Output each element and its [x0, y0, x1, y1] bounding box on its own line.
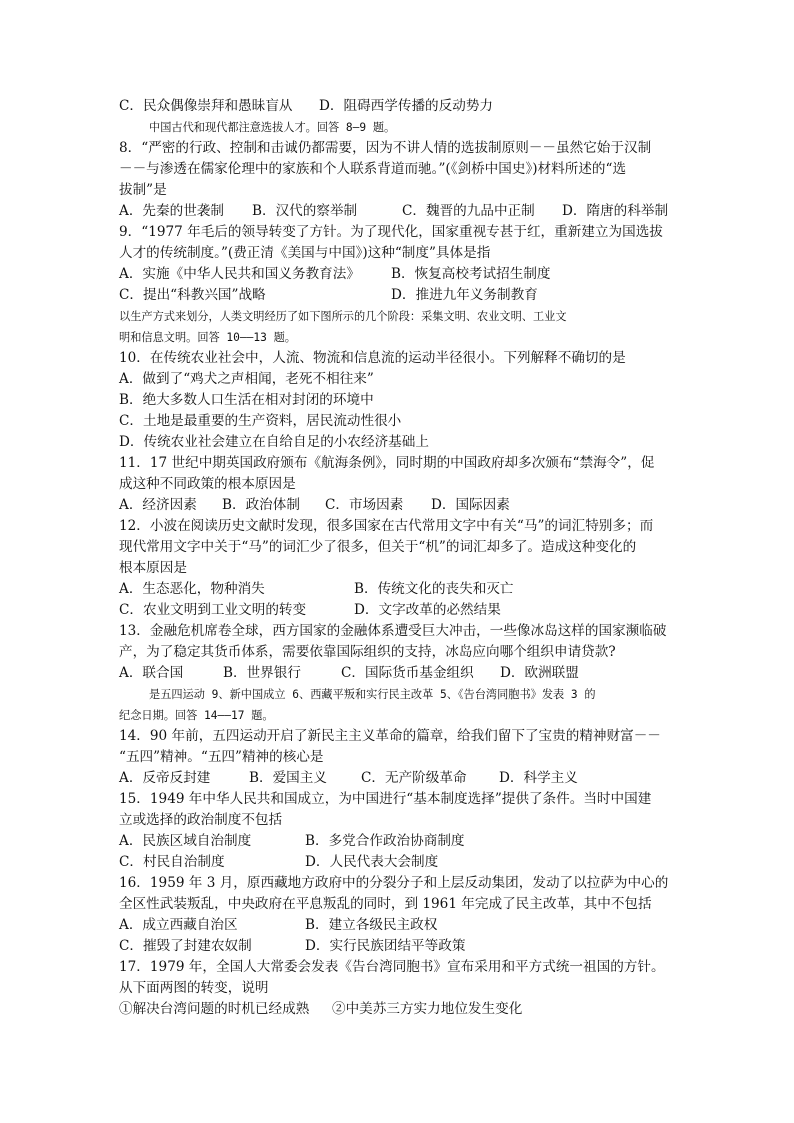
- question-text-line: 现代常用文字中关于“马”的词汇少了很多，但关于“机”的词汇却多了。造成这种变化的: [119, 539, 637, 555]
- answer-option: A．联合国: [119, 665, 184, 681]
- answer-options-line: [119, 201, 679, 222]
- answer-options-line: [119, 285, 679, 306]
- answer-options-line: [119, 768, 679, 789]
- answer-option: D．欧洲联盟: [500, 665, 579, 681]
- question-text-line: 12．小波在阅读历史文献时发现，很多国家在古代常用文字中有关“马”的词汇特别多；而: [119, 518, 654, 534]
- answer-options-line: [119, 999, 679, 1020]
- answer-option: C．农业文明到工业文明的转变: [119, 602, 307, 618]
- answer-option: C．摧毁了封建农奴制: [119, 938, 252, 954]
- answer-option: B．传统文化的丧失和灭亡: [354, 581, 514, 597]
- question-text-line: 根本原因是: [119, 560, 187, 576]
- question-text-line: 立或选择的政治制度不包括: [119, 812, 283, 828]
- answer-option: D．阻碍西学传播的反动势力: [319, 98, 494, 114]
- answer-options-line: [119, 495, 679, 516]
- question-text-line: 全区性武装叛乱，中央政府在平息叛乱的同时，到 1961 年完成了民主改革，其中不包括: [119, 896, 652, 912]
- answer-option: B．多党合作政治协商制度: [305, 833, 465, 849]
- question-text-line: 13．金融危机席卷全球，西方国家的金融体系遭受巨大冲击，一些像冰岛这样的国家濒临破: [119, 623, 667, 639]
- question-text-line: D．传统农业社会建立在自给自足的小农经济基础上: [119, 434, 429, 450]
- answer-options-line: [119, 915, 679, 936]
- question-text-line: “五四”精神。“五四”精神的核心是: [119, 749, 324, 765]
- question-text-line: 11．17 世纪中期英国政府颁布《航海条例》，同时期的中国政府却多次颁布“禁海令”，促: [119, 455, 655, 471]
- question-text-line: 从下面两图的转变，说明: [119, 980, 269, 996]
- question-text-line: 8．“严密的行政、控制和击诚仍都需要，因为不讲人情的选拔制原则－－虽然它始于汉制: [119, 140, 652, 156]
- answer-option: D．科学主义: [499, 770, 578, 786]
- answer-option: C．村民自治制度: [119, 854, 225, 870]
- section-intro-line: 明和信息文明。回答 10——13 题。: [119, 331, 296, 344]
- answer-options-line: [119, 936, 679, 957]
- answer-option: B．建立各级民主政权: [305, 917, 438, 933]
- answer-option: D．文字改革的必然结果: [354, 602, 501, 618]
- question-text-line: 10．在传统农业社会中，人流、物流和信息流的运动半径很小。下列解释不确切的是: [119, 350, 626, 366]
- section-intro-line: 以生产方式来划分，人类文明经历了如下图所示的几个阶段：采集文明、农业文明、工业文: [119, 310, 567, 323]
- answer-option: A．反帝反封建: [119, 770, 211, 786]
- question-text-line: 拔制”是: [119, 182, 167, 198]
- answer-option: C．市场因素: [325, 497, 404, 513]
- question-text-line: 产，为了稳定其货币体系，需要依靠国际组织的支持，冰岛应向哪个组织申请贷款?: [119, 644, 616, 660]
- answer-options-line: [119, 852, 679, 873]
- question-text-line: 16．1959 年 3 月，原西藏地方政府中的分裂分子和上层反动集团，发动了以拉萨为中心的: [119, 875, 669, 891]
- question-text-line: 成这种不同政策的根本原因是: [119, 476, 296, 492]
- answer-option: B．恢复高校考试招生制度: [391, 266, 551, 282]
- answer-option: C．民众偶像崇拜和愚昧盲从: [119, 98, 293, 114]
- question-text-line: B．绝大多数人口生活在相对封闭的环境中: [119, 392, 374, 408]
- answer-option: D．实行民族团结平等政策: [305, 938, 466, 954]
- answer-options-line: [119, 600, 679, 621]
- answer-options-line: [119, 579, 679, 600]
- question-text-line: 9．“1977 年毛后的领导转变了方针。为了现代化，国家重视专甚于红，重新建立为国选拔: [119, 224, 663, 240]
- answer-option: A．实施《中华人民共和国义务教育法》: [119, 266, 360, 282]
- answer-option: A．民族区域自治制度: [119, 833, 252, 849]
- section-intro-line: 纪念日期。回答 14——17 题。: [119, 709, 274, 722]
- answer-option: A．先秦的世袭制: [119, 203, 224, 219]
- question-text-line: －－与渗透在儒家伦理中的家族和个人联系背道而驰。”(《剑桥中国史》)材料所述的“选: [119, 161, 627, 177]
- section-intro-line: 中国古代和现代都注意选拔人才。回答 8—9 题。: [149, 121, 396, 134]
- question-text-line: 17．1979 年，全国人大常委会发表《告台湾同胞书》宣布采用和平方式统一祖国的方针。: [119, 959, 665, 975]
- answer-option: B．爱国主义: [249, 770, 327, 786]
- question-text-line: 15．1949 年中华人民共和国成立，为中国进行“基本制度选择”提供了条件。当时中国建: [119, 791, 652, 807]
- question-text-block: [119, 96, 679, 1020]
- answer-options-line: [119, 264, 679, 285]
- answer-option: ②中美苏三方实力地位发生变化: [332, 1001, 523, 1017]
- answer-option: ①解决台湾问题的时机已经成熟: [119, 1001, 310, 1017]
- answer-option: D．推进九年义务制教育: [391, 287, 538, 303]
- answer-option: D．隋唐的科举制: [562, 203, 669, 219]
- answer-options-line: [119, 831, 679, 852]
- question-text-line: 人才的传统制度。”(费正清《美国与中国》)这种“制度”具体是指: [119, 245, 491, 261]
- question-text-line: A．做到了“鸡犬之声相闻，老死不相往来”: [119, 371, 374, 387]
- answer-option: B．汉代的察举制: [252, 203, 358, 219]
- answer-option: B．世界银行: [223, 665, 301, 681]
- answer-options-line: [119, 663, 679, 684]
- answer-option: C．国际货币基金组织: [341, 665, 474, 681]
- answer-option: B．政治体制: [222, 497, 300, 513]
- answer-option: D．人民代表大会制度: [305, 854, 439, 870]
- section-intro-line: 是五四运动 9、新中国成立 6、西藏平叛和实行民主改革 5、《告台湾同胞书》发表 3 的: [149, 688, 596, 701]
- answer-option: C．魏晋的九品中正制: [402, 203, 535, 219]
- answer-option: A．经济因素: [119, 497, 197, 513]
- question-text-line: C．土地是最重要的生产资料，居民流动性很小: [119, 413, 402, 429]
- answer-option: C．提出“科教兴国”战略: [119, 287, 266, 303]
- answer-option: C．无产阶级革命: [361, 770, 467, 786]
- answer-options-line: [119, 96, 679, 117]
- answer-option: D．国际因素: [431, 497, 510, 513]
- question-text-line: 14．90 年前，五四运动开启了新民主主义革命的篇章，给我们留下了宝贵的精神财富－－: [119, 728, 661, 744]
- answer-option: A．生态恶化，物种消失: [119, 581, 265, 597]
- answer-option: A．成立西藏自治区: [119, 917, 238, 933]
